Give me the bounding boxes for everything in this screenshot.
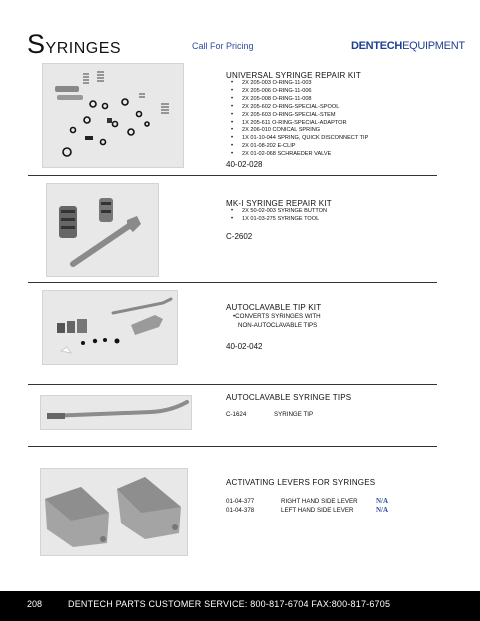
divider	[28, 446, 437, 447]
product-title: AUTOCLAVABLE TIP KIT	[226, 303, 322, 312]
call-for-pricing: Call For Pricing	[192, 41, 254, 51]
repair-kit-photo	[42, 63, 184, 168]
page-title: SYRINGES	[27, 29, 122, 59]
list-item: • 1X 205-611 O-RING-SPECIAL-ADAPTOR	[226, 120, 446, 128]
list-item: • 1X 01-10-044 SPRING, QUICK DISCONNECT TIP	[226, 135, 446, 143]
footer-bar	[0, 591, 480, 621]
product-code: 01-04-377	[226, 498, 255, 505]
list-item: • 2X 01-08-202 E-CLIP	[226, 143, 446, 151]
mk1-kit-photo	[46, 183, 159, 277]
product-title: ACTIVATING LEVERS FOR SYRINGES	[226, 478, 376, 487]
list-item: • 2X 205-008 O-RING-11-008	[226, 96, 446, 104]
list-item: • 2X 205-003 O-RING-11-003	[226, 80, 446, 88]
list-item: • 2X 205-006 O-RING-11-006	[226, 88, 446, 96]
list-item: • 1X 01-03-275 SYRINGE TOOL	[226, 216, 446, 224]
divider	[28, 384, 437, 385]
product-description: RIGHT HAND SIDE LEVER	[281, 498, 358, 505]
kit-contents-list	[226, 80, 446, 159]
list-item: • 2X 01-02-068 SCHRAEDER VALVE	[226, 151, 446, 159]
kit-contents-list	[226, 208, 446, 224]
product-code: 40-02-042	[226, 342, 263, 351]
product-description: SYRINGE TIP	[274, 411, 314, 418]
customer-service-line: DENTECH PARTS CUSTOMER SERVICE: 800-817-6704 FAX:800-817-6705	[68, 599, 391, 609]
list-item: • 2X 206-010 CONICAL SPRING	[226, 127, 446, 135]
tip-kit-photo	[42, 290, 178, 365]
list-item: • 2X 205-603 O-RING-SPECIAL-STEM	[226, 112, 446, 120]
product-description: •CONVERTS SYRINGES WITH	[233, 313, 321, 320]
product-code: C-1624	[226, 411, 247, 418]
list-item: • 2X 205-602 O-RING-SPECIAL-SPOOL	[226, 104, 446, 112]
syringe-tip-photo	[40, 395, 192, 430]
divider	[28, 282, 437, 283]
product-code: 01-04-378	[226, 507, 255, 514]
product-code: C-2602	[226, 232, 253, 241]
availability-badge: N/A	[376, 497, 389, 505]
product-title: MK-I SYRINGE REPAIR KIT	[226, 199, 332, 208]
activating-levers-photo	[40, 468, 188, 556]
product-title: AUTOCLAVABLE SYRINGE TIPS	[226, 393, 352, 402]
product-code: 40-02-028	[226, 160, 263, 169]
page-number: 208	[27, 599, 43, 609]
product-title: UNIVERSAL SYRINGE REPAIR KIT	[226, 71, 361, 80]
divider	[28, 175, 437, 176]
product-description: NON-AUTOCLAVABLE TIPS	[238, 322, 318, 329]
list-item: • 2X 50-02-003 SYRINGE BUTTON	[226, 208, 446, 216]
availability-badge: N/A	[376, 506, 389, 514]
dentech-logo: DENTECHEQUIPMENT	[351, 40, 465, 52]
product-description: LEFT HAND SIDE LEVER	[281, 507, 354, 514]
